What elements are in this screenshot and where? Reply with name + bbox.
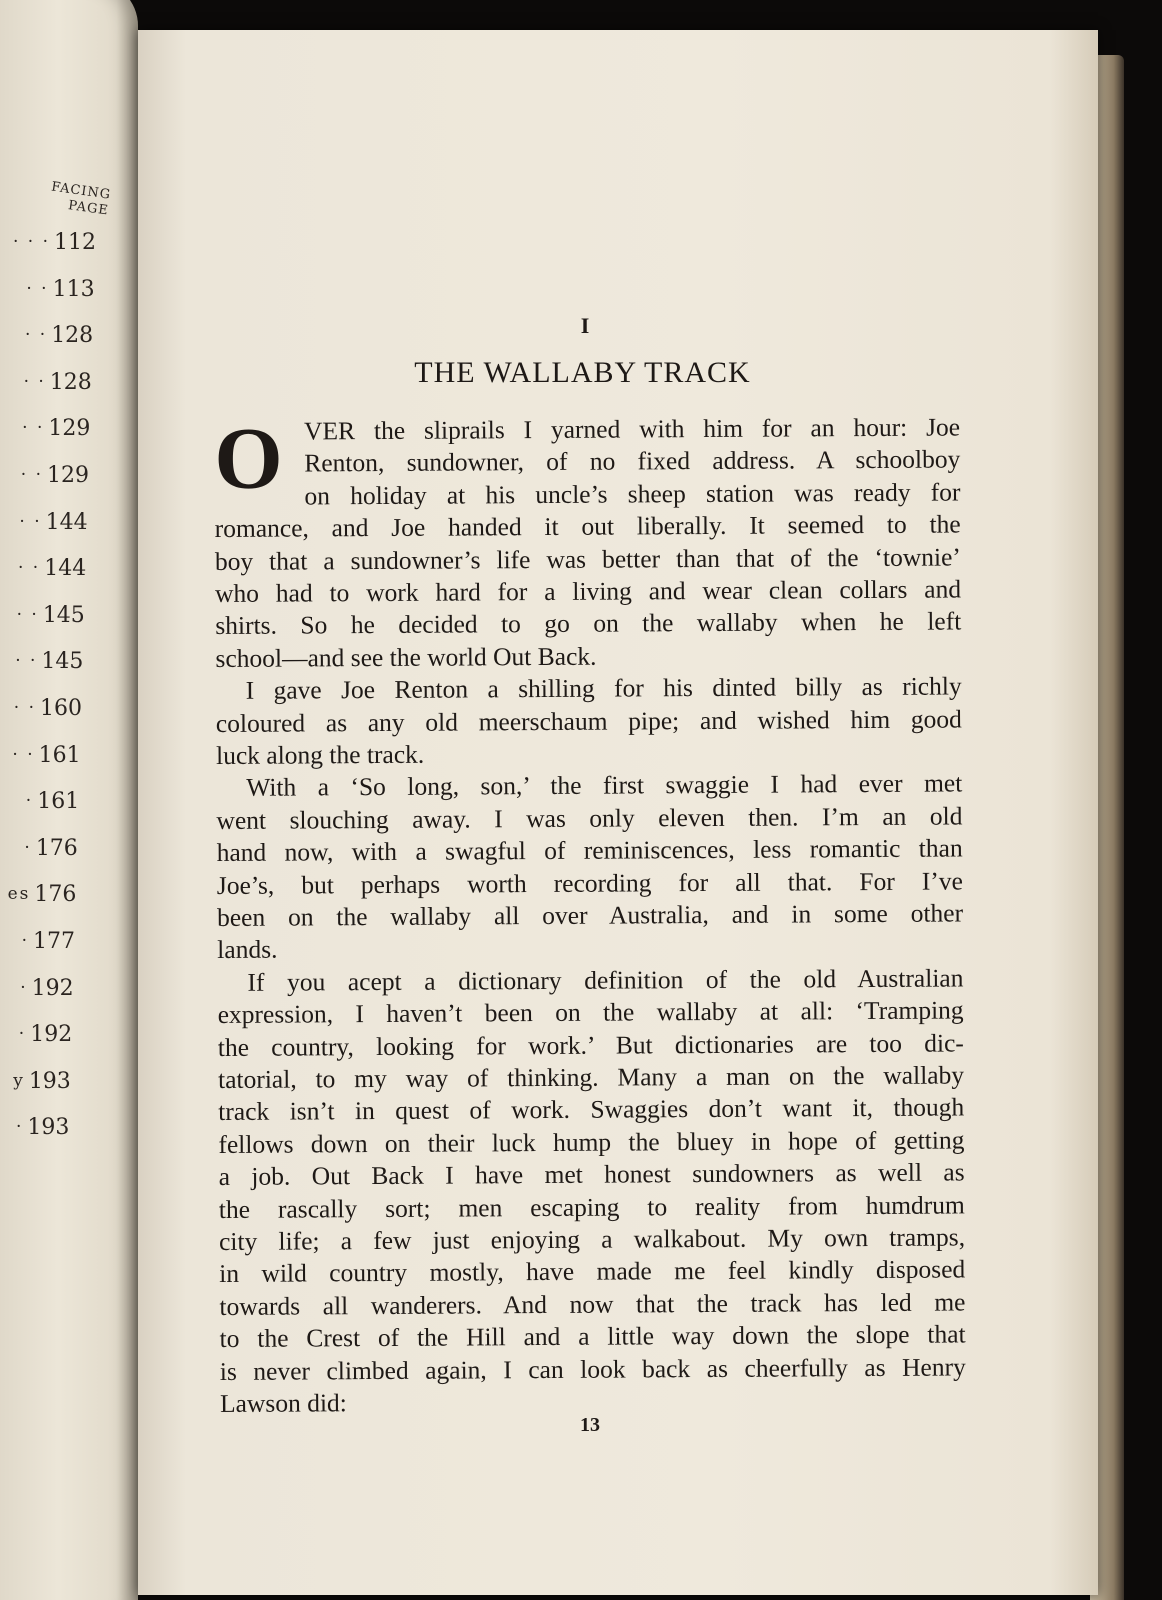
toc-page-number: 144 (44, 556, 87, 582)
toc-page-number: 176 (34, 882, 77, 908)
toc-row (0, 1115, 85, 1145)
toc-page-number: 177 (33, 929, 75, 954)
toc-leader: · (16, 1117, 24, 1138)
toc-page-number: 129 (48, 416, 91, 442)
text-line: lands. (217, 935, 278, 965)
drop-cap: O (213, 410, 284, 508)
toc-page-number: 193 (27, 1115, 70, 1141)
toc-leader: · (18, 1024, 27, 1045)
toc-row (0, 882, 92, 912)
toc-row (0, 510, 104, 540)
text-line: If you acept a dictionary definition of the old Australian (247, 963, 964, 997)
toc-row (0, 696, 98, 726)
toc-row (0, 1022, 88, 1052)
toc-leader: · · (19, 511, 42, 532)
page-number: 13 (580, 1414, 600, 1436)
toc-row (5, 277, 111, 307)
text-line: VER the sliprails I yarned with him for an hour: Joe (304, 412, 961, 446)
text-line: is never climbed again, I can look back as cheerfully as Henry (219, 1352, 966, 1386)
toc-row (0, 789, 95, 819)
toc-row (2, 370, 108, 400)
toc-page-number: 192 (30, 1022, 73, 1048)
toc-leader: · (24, 837, 32, 858)
text-line: been on the wallaby all over Australia, and in some other (216, 898, 964, 932)
toc-leader: · · (16, 604, 39, 625)
toc-leader: · (20, 977, 28, 998)
toc-leader: · · (20, 465, 43, 485)
text-line: in wild country mostly, have made me feel kindly disposed (219, 1254, 966, 1289)
toc-leader: y (13, 1070, 25, 1091)
toc-leader: · · (23, 371, 46, 392)
toc-leader: · (25, 791, 34, 812)
toc-leader: · · (22, 418, 45, 439)
text-line: romance, and Joe handed it out liberally. It seemed to the (214, 509, 961, 544)
toc-row (0, 556, 102, 586)
toc-leader: · · (24, 325, 48, 346)
toc-page-number: 176 (35, 835, 78, 861)
text-line: Renton, sundowner, of no fixed address. A schoolboy (304, 444, 961, 478)
text-line: city life; a few just enjoying a walkabout. My own tramps, (218, 1222, 966, 1256)
text-line: shirts. So he decided to go on the wallaby when he left (215, 606, 962, 641)
page-label: PAGE (67, 198, 110, 219)
toc-page-number: 129 (47, 463, 89, 488)
text-line: went slouching away. I was only eleven then. I’m an old (216, 801, 963, 835)
text-line: expression, I haven’t been on the wallaby at all: ‘Tramping (217, 995, 964, 1030)
text-line: hand now, with a swagful of reminiscences, less romantic than (216, 833, 963, 868)
text-line: luck along the track. (215, 739, 425, 770)
text-line: Joe’s, but perhaps worth recording for all that. For I’ve (216, 866, 963, 900)
text-line: the country, looking for work.’ But dictionaries are too dic- (217, 1028, 964, 1062)
text-line: school—and see the world Out Back. (215, 641, 597, 673)
toc-leader: · · (13, 698, 36, 718)
chapter-title: THE WALLABY TRACK (414, 356, 751, 389)
toc-row (0, 1069, 87, 1099)
toc-page-number: 161 (38, 742, 81, 768)
toc-row (0, 416, 106, 446)
text-line: Lawson did: (219, 1388, 347, 1418)
toc-page-number: 160 (40, 696, 82, 721)
toc-row (0, 463, 105, 493)
chapter-number: I (580, 313, 590, 338)
toc-leader: · · (17, 558, 41, 579)
text-line: towards all wanderers. And now that the track has led me (219, 1287, 966, 1321)
toc-leader: · · · (12, 232, 50, 252)
toc-page-number: 192 (31, 975, 74, 1001)
text-line: the rascally sort; men escaping to reality from humdrum (218, 1190, 965, 1224)
toc-page-number: 145 (41, 649, 84, 675)
text-line: a job. Out Back I have met honest sundowners as well as (218, 1157, 965, 1192)
toc-row (0, 836, 94, 866)
text-line: coloured as any old meerschaum pipe; and wished him good (215, 704, 962, 738)
toc-row (0, 603, 101, 633)
toc-leader: · · (12, 744, 35, 765)
toc-row (0, 976, 90, 1006)
text-line: to the Crest of the Hill and a little way down the slope that (219, 1319, 966, 1354)
toc-row (3, 323, 109, 353)
text-line: I gave Joe Renton a shilling for his dinted billy as richly (245, 671, 962, 705)
toc-leader: · · (26, 278, 49, 299)
toc-leader: · · (15, 651, 38, 672)
toc-row (0, 649, 99, 679)
toc-row (0, 743, 97, 773)
toc-page-number: 128 (49, 369, 92, 395)
toc-page-number: 193 (28, 1068, 71, 1094)
toc-page-number: 113 (52, 276, 95, 302)
text-line: boy that a sundowner’s life was better than that of the ‘townie’ (214, 542, 961, 576)
text-line: track isn’t in quest of work. Swaggies don’t want it, though (218, 1092, 965, 1127)
text-line: fellows down on their luck hump the bluey in hope of getting (218, 1125, 965, 1159)
toc-leader: · (21, 931, 29, 951)
toc-row (6, 230, 112, 260)
text-line: With a ‘So long, son,’ the first swaggie I had ever met (246, 768, 963, 803)
text-line: on holiday at his uncle’s sheep station was ready for (304, 477, 961, 511)
toc-leader: es (7, 884, 31, 905)
text-line: who had to work hard for a living and wear clean collars and (214, 574, 962, 608)
facing-label: FACING (50, 179, 112, 203)
toc-row (0, 929, 91, 959)
toc-page-number: 128 (51, 323, 94, 349)
text-line: tatorial, to my way of thinking. Many a man on the wallaby (217, 1060, 965, 1094)
toc-page-number: 112 (54, 230, 96, 255)
toc-page-number: 161 (37, 789, 80, 815)
toc-page-number: 145 (42, 602, 85, 628)
toc-page-number: 144 (45, 509, 88, 535)
